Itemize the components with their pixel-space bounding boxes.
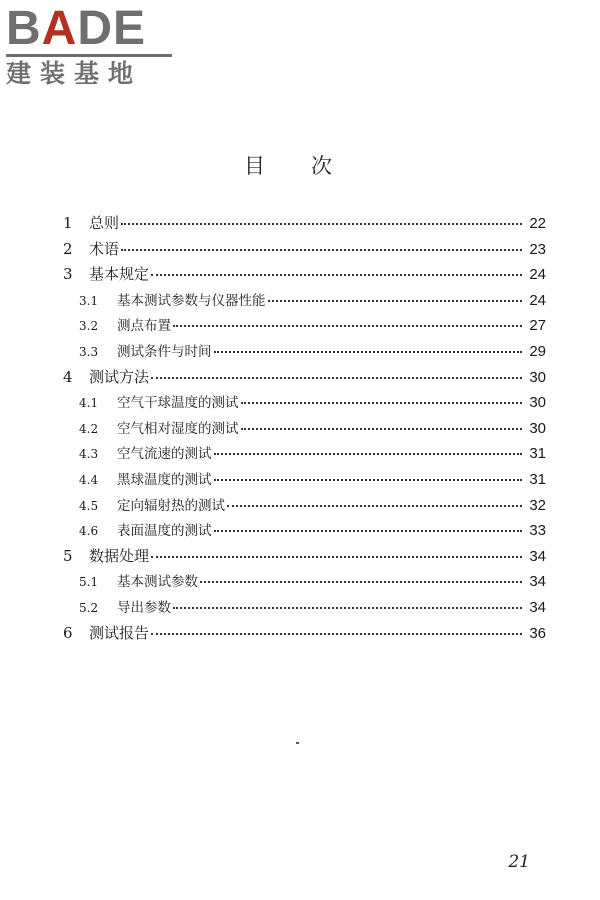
toc-entry-label: 测试报告	[89, 623, 150, 642]
toc-entry	[60, 212, 546, 238]
toc-entry-page: 30	[529, 419, 546, 437]
dot-leader	[214, 453, 523, 455]
toc-entry-page: 29	[529, 342, 546, 360]
toc-entry-label: 导出参数	[117, 599, 171, 616]
toc-entry	[60, 596, 546, 622]
dot-leader	[151, 633, 522, 635]
toc-entry-number: 2	[63, 239, 73, 258]
toc-entry-number: 5.1	[79, 575, 99, 590]
toc-entry	[60, 622, 546, 648]
toc-entry	[60, 417, 546, 443]
toc-entry-label: 测试条件与时间	[117, 343, 212, 360]
toc-entry-label: 基本测试参数与仪器性能	[117, 292, 266, 309]
toc-entry-label: 总则	[89, 214, 120, 232]
toc-entry	[60, 391, 546, 417]
toc-entry-number: 4.6	[79, 524, 99, 539]
toc-entry-number: 4.3	[79, 447, 99, 462]
toc-entry-page: 27	[529, 317, 546, 335]
dot-leader	[121, 249, 522, 251]
dot-leader	[173, 607, 522, 609]
toc-entry	[60, 314, 546, 340]
toc-entry	[60, 442, 546, 468]
toc-entry-label: 数据处理	[89, 546, 150, 565]
page-number: 21	[508, 852, 530, 872]
toc-entry-page: 32	[529, 496, 546, 514]
dot-leader	[241, 402, 523, 404]
toc-entry-label: 术语	[89, 239, 120, 258]
toc-entry-label: 测试方法	[89, 367, 150, 386]
toc-entry-label: 黑球温度的测试	[117, 471, 212, 488]
dot-leader	[121, 223, 522, 225]
dot-leader	[268, 300, 523, 302]
toc-entry-page: 30	[529, 394, 546, 412]
toc-entry-number: 3.1	[79, 293, 99, 308]
dot-leader	[173, 325, 522, 327]
dot-leader	[151, 556, 522, 558]
toc-entry-number: 3.2	[79, 319, 99, 334]
toc-entry-label: 表面温度的测试	[117, 523, 212, 540]
toc-entry-label: 测点布置	[117, 318, 171, 335]
toc-entry-label: 定向辐射热的测试	[117, 497, 225, 514]
toc-entry-number: 4.4	[79, 472, 99, 487]
toc-entry-page: 34	[529, 547, 546, 565]
toc-entry	[60, 468, 546, 494]
toc-entry-label: 空气干球温度的测试	[117, 395, 239, 412]
toc-entry	[60, 263, 546, 289]
logo-accent-letter: A	[41, 2, 78, 55]
toc-entry-page: 24	[529, 266, 546, 284]
toc-entry	[60, 366, 546, 392]
dot-leader	[151, 274, 522, 276]
toc-entry	[60, 289, 546, 315]
toc-entry	[60, 494, 546, 520]
toc-entry-page: 34	[529, 573, 546, 591]
dot-leader	[227, 505, 522, 507]
toc-entry-number: 3.3	[79, 344, 99, 359]
toc-entry-number: 4.1	[79, 396, 99, 411]
print-speck	[296, 742, 299, 744]
toc-entry-number: 3	[63, 265, 73, 284]
toc-entry-page: 33	[529, 522, 546, 540]
table-of-contents	[60, 212, 546, 647]
toc-entry-number: 6	[63, 623, 73, 642]
toc-entry-page: 34	[529, 598, 546, 616]
toc-entry-page: 31	[529, 445, 546, 463]
toc-entry-number: 4.2	[79, 421, 99, 436]
toc-entry	[60, 570, 546, 596]
toc-entry	[60, 545, 546, 571]
toc-entry-label: 空气流速的测试	[117, 446, 212, 463]
toc-entry-number: 4.5	[79, 498, 99, 513]
toc-entry-page: 31	[529, 470, 546, 488]
toc-entry-label: 基本规定	[89, 265, 150, 284]
bade-logo	[6, 2, 176, 88]
dot-leader	[214, 479, 523, 481]
toc-entry-number: 5	[63, 546, 73, 565]
toc-entry-page: 22	[529, 215, 546, 232]
dot-leader	[151, 377, 522, 379]
toc-entry-number: 4	[63, 367, 73, 386]
logo-wordmark: BADE	[6, 2, 147, 55]
toc-entry	[60, 519, 546, 545]
logo-subtitle: 建装基地	[6, 59, 143, 88]
toc-entry	[60, 238, 546, 264]
dot-leader	[241, 428, 523, 430]
toc-entry	[60, 340, 546, 366]
dot-leader	[200, 581, 522, 583]
toc-entry-page: 24	[529, 291, 546, 309]
toc-entry-label: 基本测试参数	[117, 574, 198, 591]
toc-entry-page: 30	[529, 368, 546, 386]
toc-entry-label: 空气相对湿度的测试	[117, 420, 239, 437]
dot-leader	[214, 351, 523, 353]
dot-leader	[214, 530, 523, 532]
toc-title: 目次	[244, 154, 378, 178]
toc-entry-number: 5.2	[79, 600, 99, 615]
toc-entry-number: 1	[63, 214, 73, 232]
toc-entry-page: 36	[529, 624, 546, 642]
toc-entry-page: 23	[529, 240, 546, 258]
